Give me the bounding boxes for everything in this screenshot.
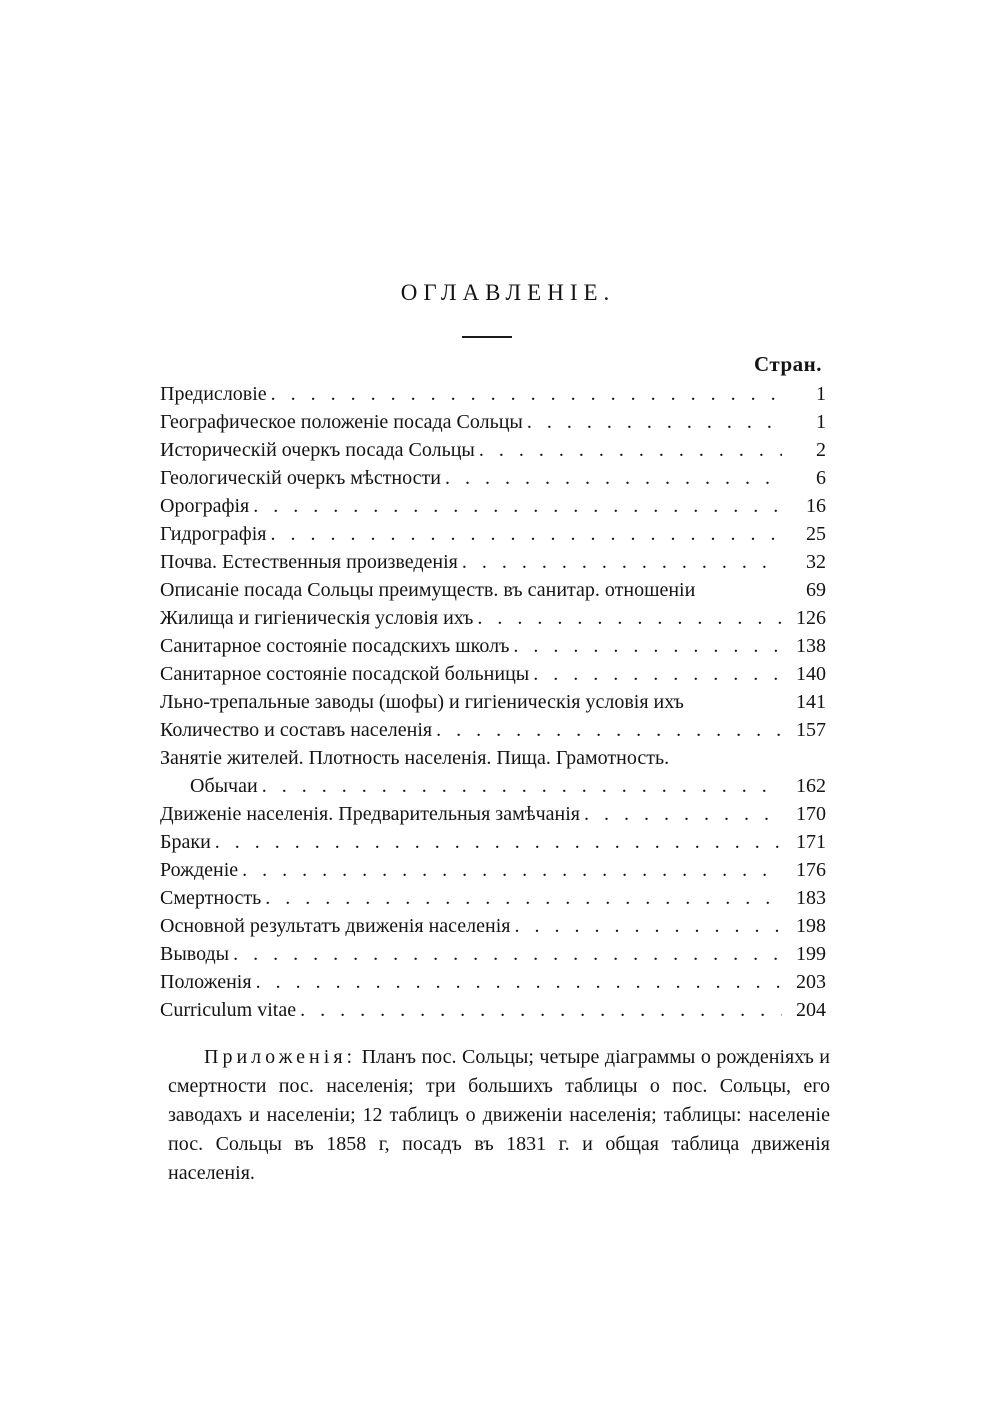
title-divider (462, 336, 512, 338)
dot-leader (533, 660, 782, 688)
toc-entry-title: Жилища и гигіеническія условія ихъ (160, 607, 474, 629)
toc-entry (160, 716, 826, 744)
dot-leader (479, 436, 782, 464)
toc-entry-page: 126 (796, 607, 826, 629)
toc-entry (160, 660, 826, 688)
dot-leader (270, 520, 782, 548)
toc-entry-title: Браки (160, 831, 211, 853)
toc-entry (160, 744, 826, 772)
toc-entry (160, 828, 826, 856)
toc-entry (160, 436, 826, 464)
toc-entry-title: Движеніе населенія. Предварительныя замѣчанія (160, 803, 580, 825)
toc-entry (160, 632, 826, 660)
toc-entry (160, 464, 826, 492)
toc-entry (160, 968, 826, 996)
toc-entry (160, 604, 826, 632)
appendix-label: Приложенія: (204, 1046, 357, 1068)
toc-entry (160, 884, 826, 912)
toc-entry-page: 16 (806, 495, 826, 517)
toc-entry (160, 800, 826, 828)
toc-entry-page: 25 (806, 523, 826, 545)
toc-entry-title: Льно-трепальные заводы (шофы) и гигіеническія условія ихъ (160, 691, 684, 713)
toc-entry (160, 940, 826, 968)
toc-entry-page: 162 (796, 775, 826, 797)
dot-leader (300, 996, 782, 1024)
toc-entry (160, 408, 826, 436)
table-of-contents (160, 380, 826, 1024)
toc-entry-page: 2 (816, 439, 826, 461)
toc-entry (160, 996, 826, 1024)
toc-entry-title: Историческій очеркъ посада Сольцы (160, 439, 475, 461)
dot-leader (436, 716, 782, 744)
toc-entry-title: Положенія (160, 971, 252, 993)
toc-entry-page: 69 (806, 579, 826, 601)
dot-leader (462, 548, 782, 576)
dot-leader (233, 940, 782, 968)
dot-leader (514, 912, 782, 940)
toc-entry-page: 157 (796, 719, 826, 741)
toc-entry (160, 520, 826, 548)
toc-entry-title: Геологическій очеркъ мѣстности (160, 467, 441, 489)
toc-entry-title: Предисловіе (160, 383, 267, 405)
toc-entry (160, 688, 826, 716)
toc-entry-page: 171 (796, 831, 826, 853)
dot-leader (271, 380, 782, 408)
dot-leader (477, 604, 782, 632)
toc-entry-page: 203 (796, 971, 826, 993)
dot-leader (445, 464, 782, 492)
toc-entry-page: 204 (796, 999, 826, 1021)
toc-entry-page: 138 (796, 635, 826, 657)
toc-entry-title: Географическое положеніе посада Сольцы (160, 411, 523, 433)
toc-entry-title: Гидрографія (160, 523, 267, 545)
toc-entry (160, 380, 826, 408)
toc-entry-title: Обычаи (190, 775, 258, 797)
toc-entry-title: Выводы (160, 943, 230, 965)
page-column-header: Стран. (754, 352, 822, 376)
appendix-text: Планъ пос. Сольцы; четыре діаграммы о рожденіяхъ и смертности пос. населенія; три большихъ таблицы о пос. Сольцы, его заводахъ и населеніи; 12 таблицъ о движеніи населенія; таблицы: населеніе пос. Сольцы въ 1858 г, посадъ въ 1831 г. и общая таблица движенія населенія. (168, 1046, 831, 1184)
toc-entry-page: 6 (816, 467, 826, 489)
toc-entry-title: Описаніе посада Сольцы преимуществ. въ санитар. отношеніи (160, 579, 696, 601)
toc-entry-page: 170 (796, 803, 826, 825)
toc-entry-title: Рожденіе (160, 859, 239, 881)
toc-entry-page: 198 (796, 915, 826, 937)
toc-entry-title: Санитарное состояніе посадской больницы (160, 663, 530, 685)
toc-entry-page: 176 (796, 859, 826, 881)
toc-entry-page: 140 (796, 663, 826, 685)
toc-entry (160, 492, 826, 520)
toc-entry-title: Орографія (160, 495, 250, 517)
toc-entry-page: 32 (806, 551, 826, 573)
toc-entry-title: Количество и составъ населенія (160, 719, 433, 741)
toc-entry (160, 856, 826, 884)
toc-entry-title: Почва. Естественныя произведенія (160, 551, 458, 573)
toc-entry (160, 912, 826, 940)
toc-entry-page: 199 (796, 943, 826, 965)
toc-entry-page: 1 (816, 383, 826, 405)
dot-leader (262, 772, 782, 800)
toc-entry-title: Занятіе жителей. Плотность населенія. Пища. Грамотность. (160, 747, 670, 769)
dot-leader (256, 968, 782, 996)
appendix-note (168, 1043, 830, 1188)
dot-leader (584, 800, 782, 828)
toc-entry (160, 576, 826, 604)
dot-leader (253, 492, 782, 520)
dot-leader (513, 632, 782, 660)
toc-entry-title: Основной результатъ движенія населенія (160, 915, 511, 937)
toc-entry-page: 1 (816, 411, 826, 433)
dot-leader (242, 856, 782, 884)
toc-entry-page: 141 (796, 691, 826, 713)
toc-entry-title: Санитарное состояніе посадскихъ школъ (160, 635, 510, 657)
toc-entry-title: Curriculum vitae (160, 999, 297, 1021)
dot-leader (265, 884, 782, 912)
page-title: ОГЛАВЛЕНІЕ. (400, 280, 616, 305)
toc-entry-page: 183 (796, 887, 826, 909)
toc-entry (160, 548, 826, 576)
dot-leader (527, 408, 782, 436)
toc-entry-title: Смертность (160, 887, 262, 909)
dot-leader (215, 828, 782, 856)
toc-entry-continuation (160, 772, 826, 800)
